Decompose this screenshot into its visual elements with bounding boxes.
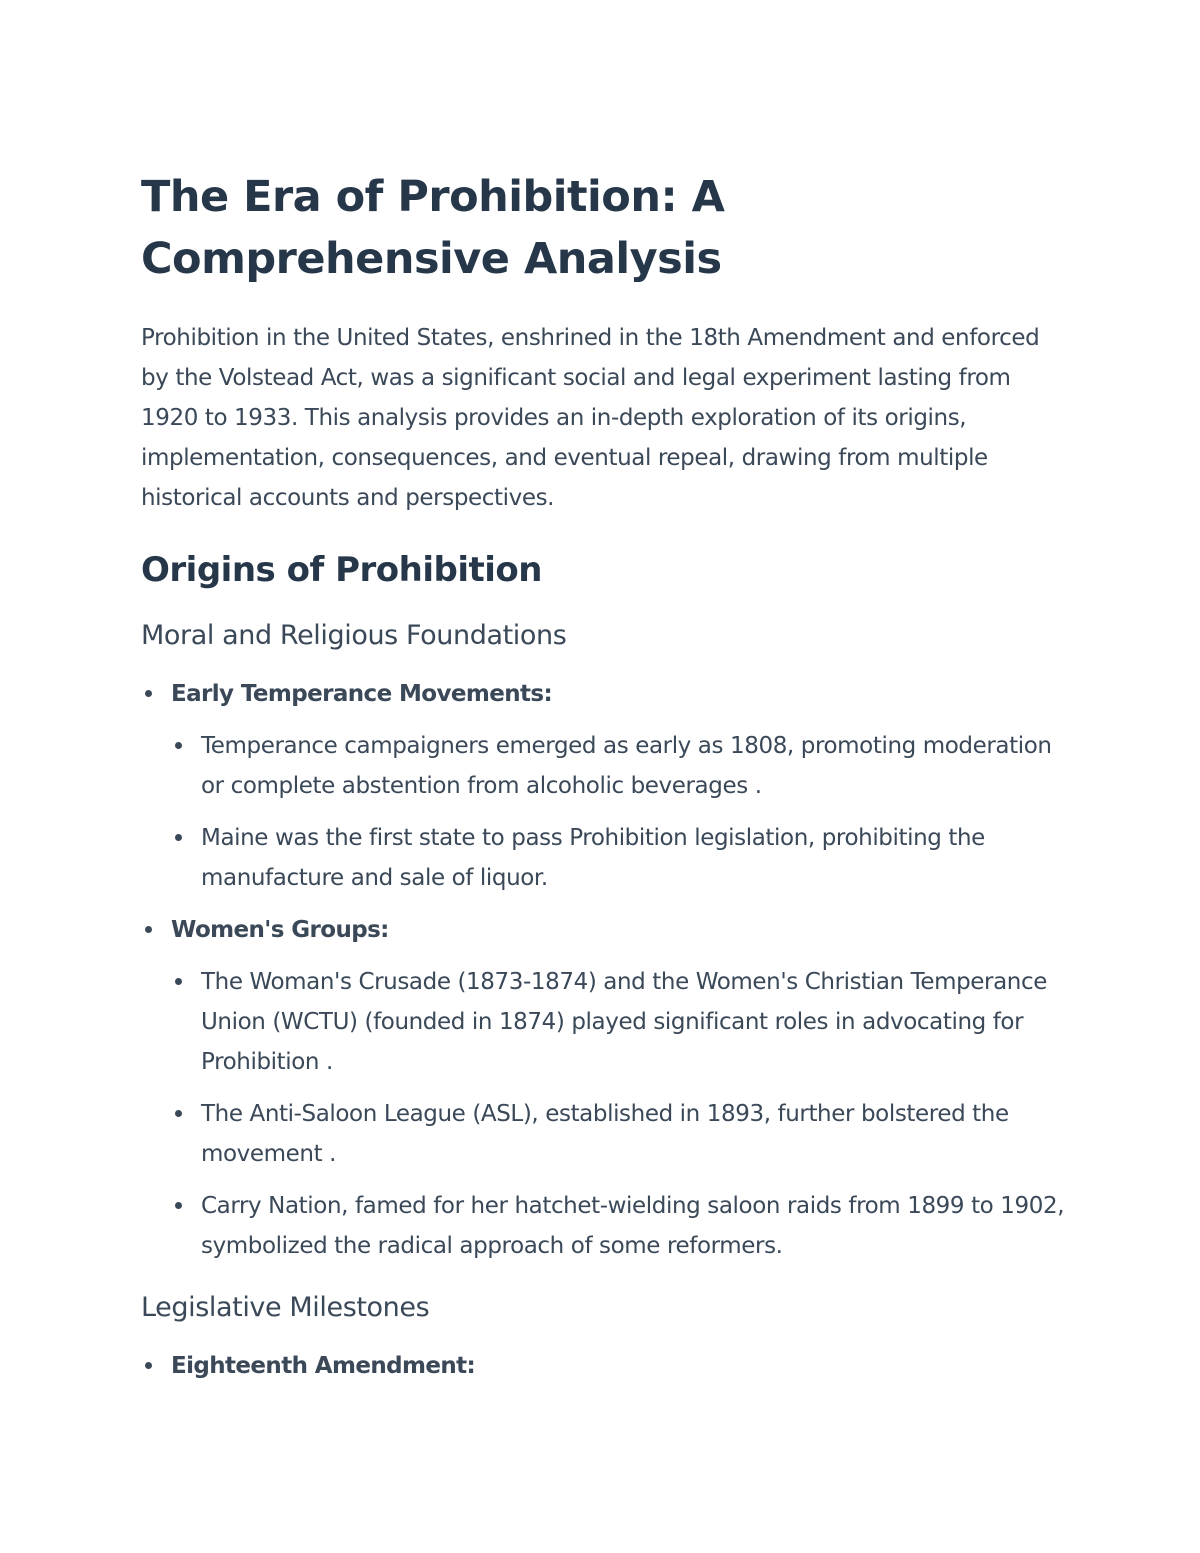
list-item xyxy=(171,1186,1066,1266)
list-item-label: Eighteenth Amendment: xyxy=(171,1353,476,1379)
list-item xyxy=(171,726,1066,806)
bullet-icon xyxy=(175,834,182,841)
legislative-milestones-list xyxy=(141,1346,1066,1386)
nested-list xyxy=(171,726,1066,898)
intro-paragraph: Prohibition in the United States, enshrined in the 18th Amendment and enforced by the Volstead Act, was a significant social and legal experiment lasting from 1920 to 1933. This analysis provides an in-depth exploration of its origins, implementation, consequences, and eventual repeal, drawing from multiple historical accounts and perspectives. xyxy=(141,325,1040,511)
list-item xyxy=(171,818,1066,898)
list-item xyxy=(141,910,1066,1266)
page-title: The Era of Prohibition: A Comprehensive Analysis xyxy=(141,172,725,284)
document-page xyxy=(141,166,1066,1398)
list-item-text: Temperance campaigners emerged as early as 1808, promoting moderation or complete abstention from alcoholic beverages . xyxy=(201,733,1052,799)
bullet-icon xyxy=(145,690,152,697)
moral-religious-list xyxy=(141,674,1066,1266)
nested-list xyxy=(171,962,1066,1266)
list-item-label: Early Temperance Movements: xyxy=(171,681,553,707)
section-heading-origins: Origins of Prohibition xyxy=(141,550,542,590)
bullet-icon xyxy=(145,926,152,933)
bullet-icon xyxy=(145,1362,152,1369)
list-item-text: The Woman's Crusade (1873-1874) and the Women's Christian Temperance Union (WCTU) (founded in 1874) played significant roles in advocating for Prohibition . xyxy=(201,969,1047,1075)
subsection-heading-moral-religious: Moral and Religious Foundations xyxy=(141,620,567,651)
list-item xyxy=(141,1346,1066,1386)
list-item-text: Maine was the first state to pass Prohibition legislation, prohibiting the manufacture and sale of liquor. xyxy=(201,825,985,891)
list-item xyxy=(171,962,1066,1082)
list-item-text: Carry Nation, famed for her hatchet-wielding saloon raids from 1899 to 1902, symbolized the radical approach of some reformers. xyxy=(201,1193,1065,1259)
subsection-heading-legislative-milestones: Legislative Milestones xyxy=(141,1292,430,1323)
bullet-icon xyxy=(175,742,182,749)
bullet-icon xyxy=(175,1110,182,1117)
bullet-icon xyxy=(175,978,182,985)
list-item xyxy=(141,674,1066,898)
list-item xyxy=(171,1094,1066,1174)
list-item-text: The Anti-Saloon League (ASL), established in 1893, further bolstered the movement . xyxy=(201,1101,1009,1167)
bullet-icon xyxy=(175,1202,182,1209)
list-item-label: Women's Groups: xyxy=(171,917,389,943)
